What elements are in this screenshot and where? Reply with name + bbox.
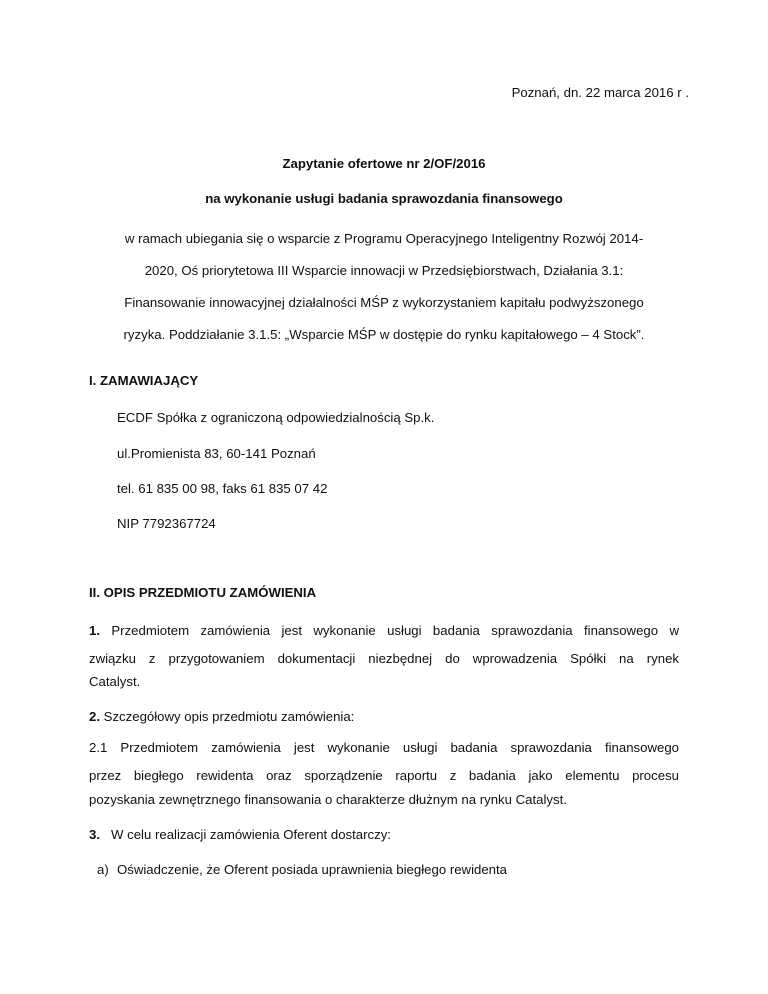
company-address: ul.Promienista 83, 60-141 Poznań	[117, 446, 316, 461]
company-phone: tel. 61 835 00 98, faks 61 835 07 42	[117, 481, 328, 496]
document-subtitle: na wykonanie usługi badania sprawozdania finansowego	[205, 191, 563, 206]
context-line: ryzyka. Poddziałanie 3.1.5: „Wsparcie MŚP w dostępie do rynku kapitałowego – 4 Stock”.	[123, 327, 645, 342]
paragraph-1	[89, 617, 679, 673]
company-name: ECDF Spółka z ograniczoną odpowiedzialnością Sp.k.	[117, 410, 435, 425]
paragraph-text: W celu realizacji zamówienia Oferent dostarczy:	[111, 827, 391, 842]
list-marker: a)	[97, 862, 109, 877]
date-line: Poznań, dn. 22 marca 2016 r .	[511, 85, 689, 100]
paragraph-line: przez biegłego rewidenta oraz sporządzenie raportu z badania jako elementu procesu	[89, 768, 679, 783]
document-title: Zapytanie ofertowe nr 2/OF/2016	[282, 156, 486, 171]
paragraph-text: Szczegółowy opis przedmiotu zamówienia:	[103, 709, 355, 724]
paragraph-line: pozyskania zewnętrznego finansowania o charakterze dłużnym na rynku Catalyst.	[89, 792, 567, 807]
list-item-text: Oświadczenie, że Oferent posiada uprawnienia biegłego rewidenta	[117, 862, 508, 877]
paragraph-number: 3.	[89, 827, 100, 842]
paragraph-line: związku z przygotowaniem dokumentacji niezbędnej do wprowadzenia Spółki na rynek	[89, 651, 679, 666]
paragraph-number: 1.	[89, 623, 100, 638]
paragraph-text: Przedmiotem zamówienia jest wykonanie usługi badania sprawozdania finansowego w	[111, 623, 679, 638]
paragraph-3	[89, 827, 391, 842]
paragraph-line	[89, 617, 679, 645]
company-nip: NIP 7792367724	[117, 516, 216, 531]
list-item-a	[97, 862, 507, 877]
context-line: 2020, Oś priorytetowa III Wsparcie innowacji w Przedsiębiorstwach, Działania 3.1:	[144, 263, 624, 278]
context-line: w ramach ubiegania się o wsparcie z Programu Operacyjnego Inteligentny Rozwój 2014-	[124, 231, 644, 246]
section-heading-zamawiajacy: I. ZAMAWIAJĄCY	[89, 373, 199, 388]
paragraph-2-1	[89, 734, 679, 790]
paragraph-2	[89, 709, 354, 724]
paragraph-line: Catalyst.	[89, 674, 141, 689]
context-line: Finansowanie innowacyjnej działalności MŚP z wykorzystaniem kapitału podwyższonego	[124, 295, 644, 310]
paragraph-line: 2.1 Przedmiotem zamówienia jest wykonanie usługi badania sprawozdania finansowego	[89, 740, 679, 755]
section-heading-opis: II. OPIS PRZEDMIOTU ZAMÓWIENIA	[89, 585, 317, 600]
paragraph-number: 2.	[89, 709, 100, 724]
